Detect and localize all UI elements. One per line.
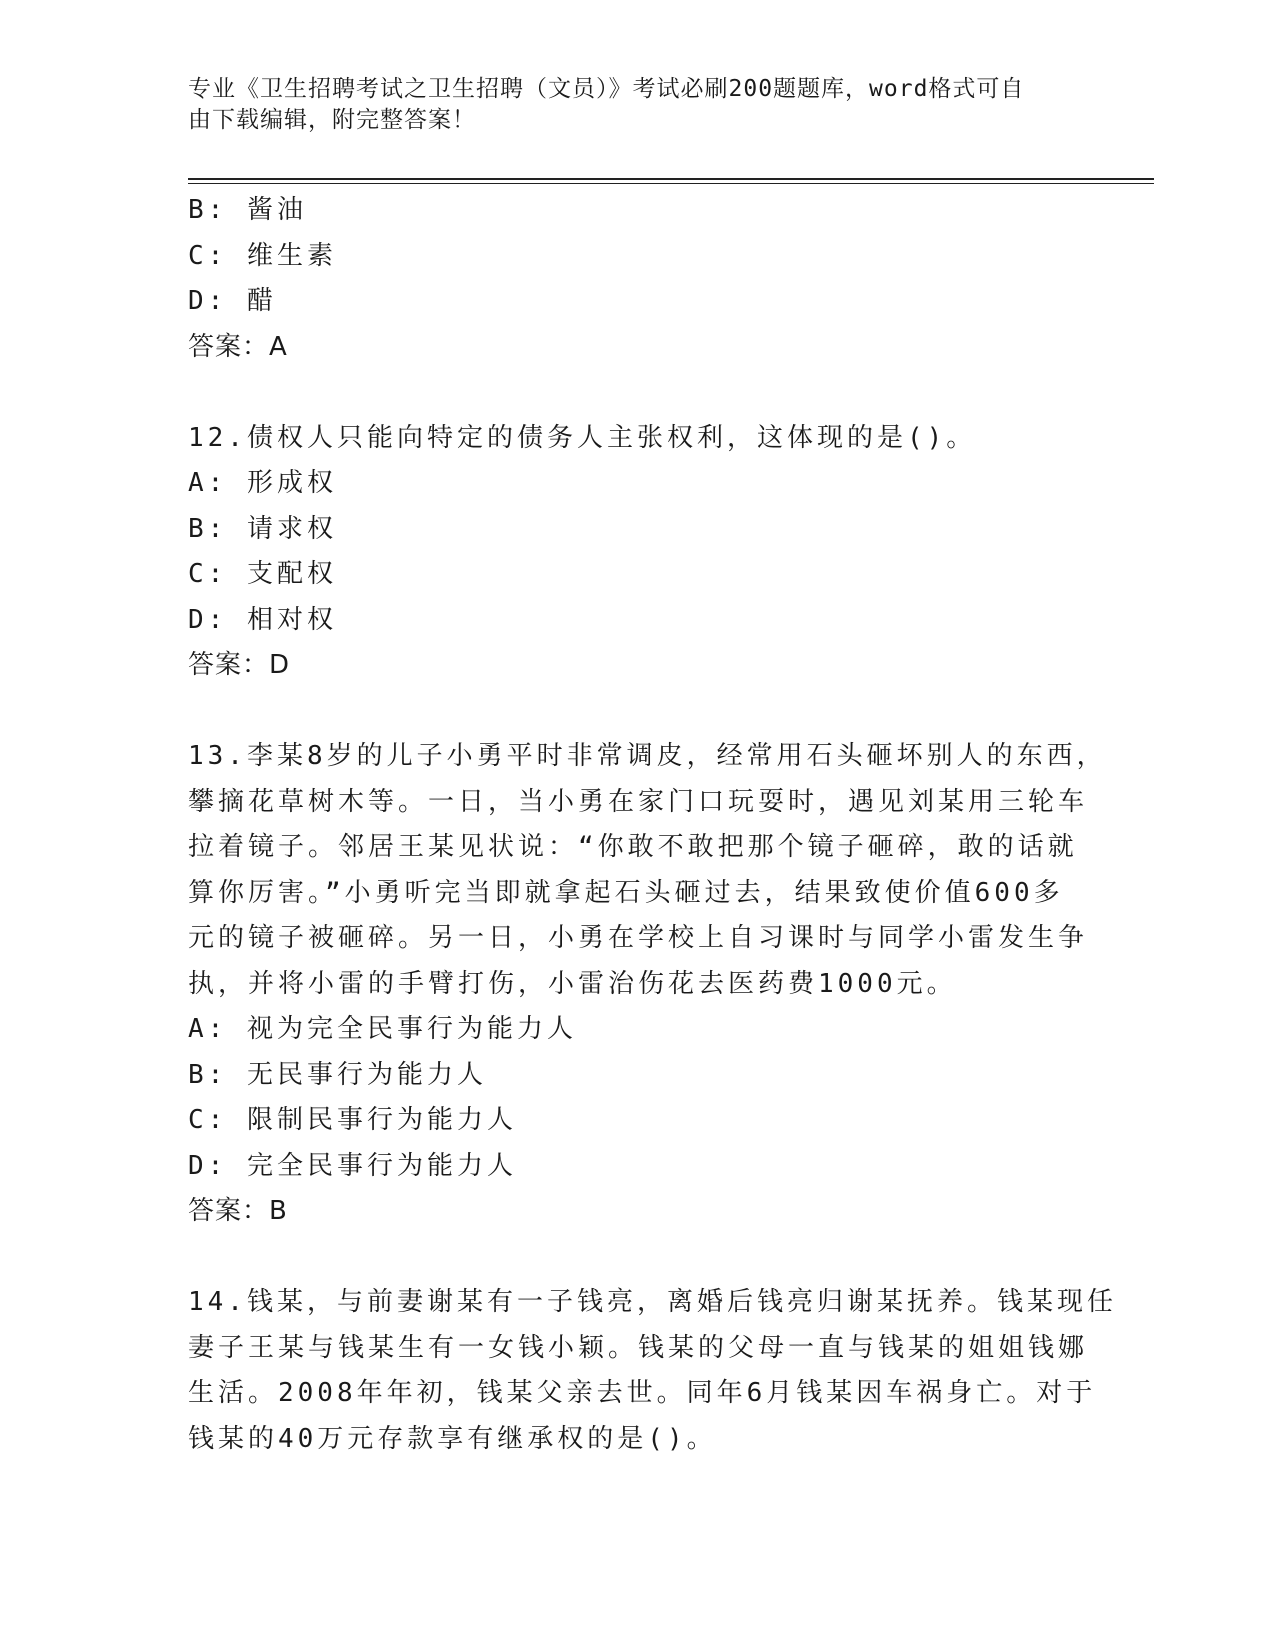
question-text-line: 算你厉害。”小勇听完当即就拿起石头砸过去，结果致使价值600多: [188, 877, 1064, 908]
spacer: [188, 370, 1068, 416]
question-text-line: 14.钱某，与前妻谢某有一子钱亮，离婚后钱亮归谢某抚养。钱某现任: [188, 1287, 1117, 1317]
header-rule-thick: [188, 178, 1154, 180]
question-11-fragment: [188, 188, 1068, 370]
option-c: C: 限制民事行为能力人: [188, 1105, 517, 1135]
question-text-line: 拉着镜子。邻居王某见状说：“你敢不敢把那个镜子砸碎，敢的话就: [188, 832, 1078, 862]
answer-line: 答案：B: [188, 1196, 288, 1226]
question-text-line: 妻子王某与钱某生有一女钱小颖。钱某的父母一直与钱某的姐姐钱娜: [188, 1332, 1089, 1363]
header-title-line1: 专业《卫生招聘考试之卫生招聘（文员）》考试必刷200题题库，word格式可自: [188, 76, 1025, 102]
option-d: D: 相对权: [188, 604, 337, 635]
option-a: A: 形成权: [188, 468, 337, 498]
option-b: B: 酱油: [188, 195, 307, 225]
question-text-line: 12.债权人只能向特定的债务人主张权利，这体现的是()。: [188, 422, 977, 453]
answer-line: 答案：D: [188, 650, 291, 680]
question-13: [188, 734, 1107, 1235]
document-body: [188, 188, 1117, 1462]
question-text-line: 生活。2008年年初，钱某父亲去世。同年6月钱某因车祸身亡。对于: [188, 1378, 1097, 1408]
question-text-line: 执，并将小雷的手臂打伤，小雷治伤花去医药费1000元。: [188, 968, 957, 999]
question-text-line: 13.李某8岁的儿子小勇平时非常调皮，经常用石头砸坏别人的东西，: [188, 741, 1107, 771]
option-a: A: 视为完全民事行为能力人: [188, 1014, 577, 1044]
spacer: [188, 1235, 1068, 1281]
option-d: D: 醋: [188, 286, 277, 316]
option-b: B: 无民事行为能力人: [188, 1059, 487, 1090]
header-rule-thin: [188, 183, 1154, 184]
spacer: [188, 689, 1068, 735]
question-12: [188, 416, 1068, 689]
option-c: C: 维生素: [188, 240, 337, 271]
option-b: B: 请求权: [188, 513, 337, 544]
header-title-line2: 由下载编辑，附完整答案！: [188, 107, 476, 133]
question-14: [188, 1280, 1117, 1462]
question-text-line: 攀摘花草树木等。一日，当小勇在家门口玩耍时，遇见刘某用三轮车: [188, 786, 1089, 817]
option-d: D: 完全民事行为能力人: [188, 1150, 517, 1181]
answer-line: 答案：A: [188, 331, 288, 362]
option-c: C: 支配权: [188, 559, 337, 589]
question-text-line: 元的镜子被砸碎。另一日，小勇在学校上自习课时与同学小雷发生争: [188, 923, 1089, 953]
document-header: [188, 74, 1068, 136]
question-text-line: 钱某的40万元存款享有继承权的是()。: [188, 1423, 717, 1454]
